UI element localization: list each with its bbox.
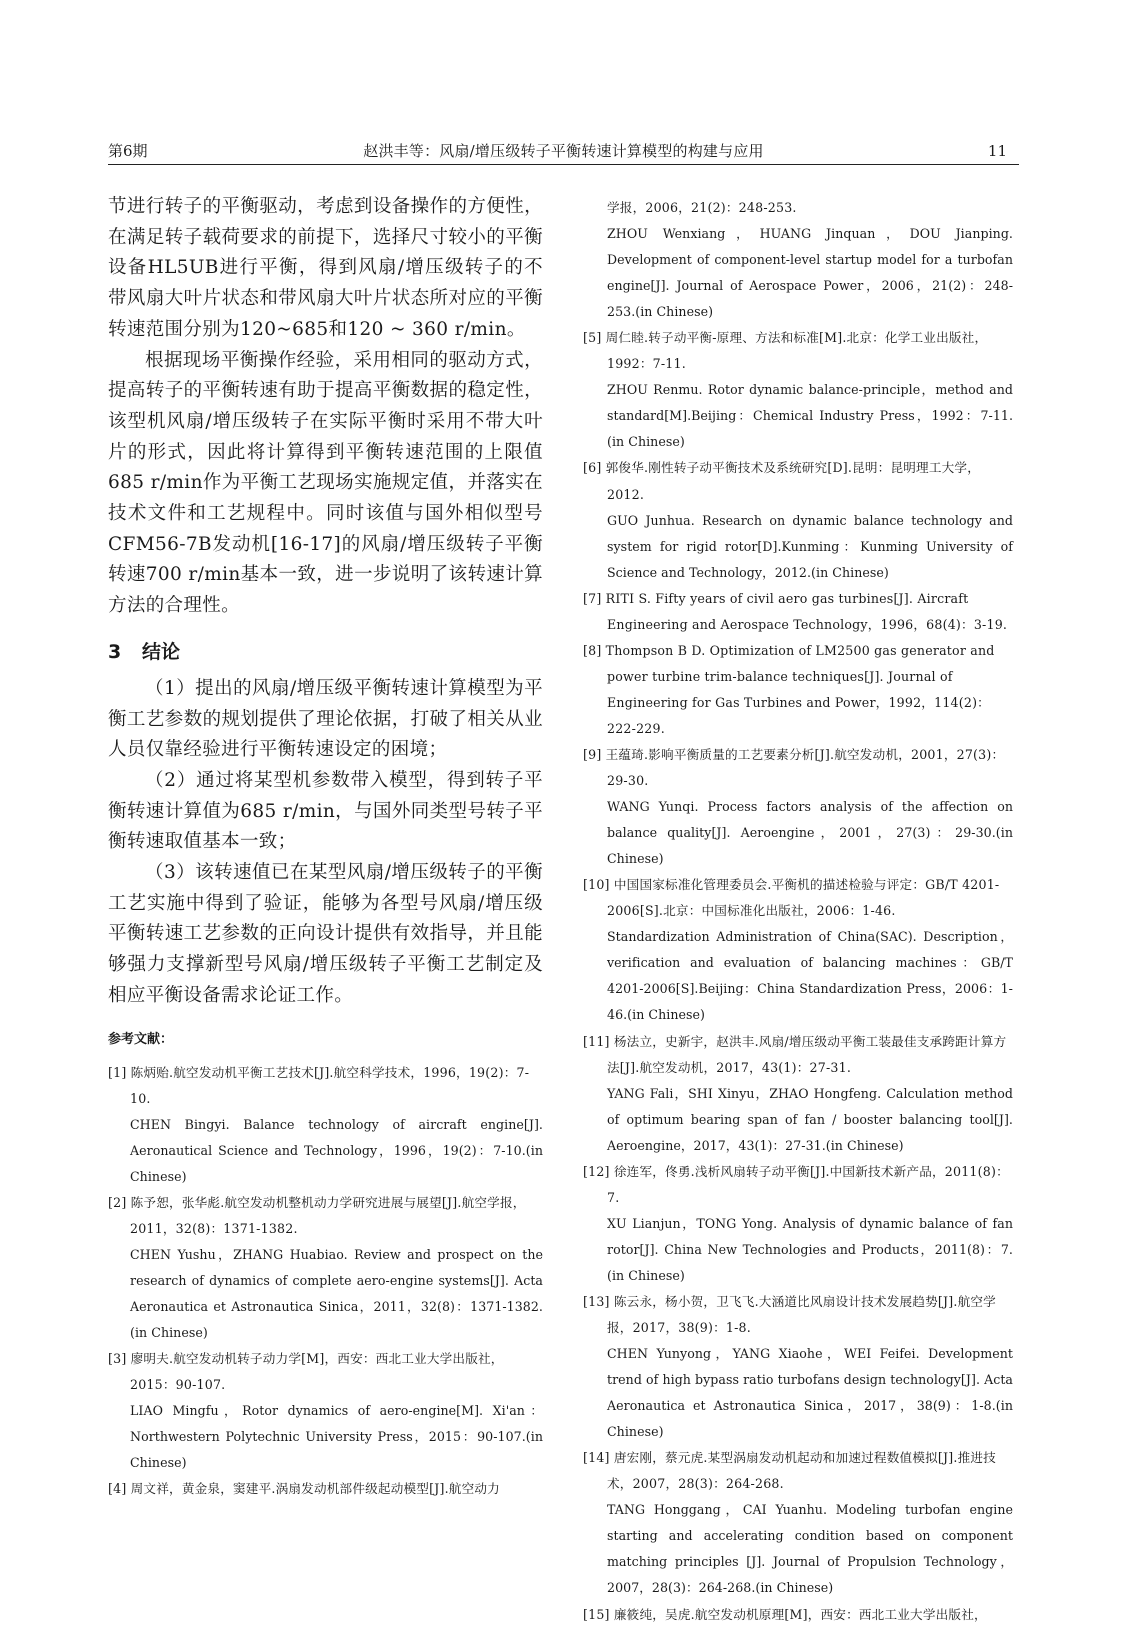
issue-number: 第6期 [108, 142, 148, 160]
reference-zh: [6] 郭俊华.刚性转子动平衡技术及系统研究[D].昆明：昆明理工大学，2012. [583, 460, 981, 502]
reference-entry [583, 586, 1013, 638]
reference-entry [583, 1602, 1013, 1628]
reference-en: WANG Yunqi. Process factors analysis of the affection on balance quality[J]. Aeroengine，2001，27(3)：29-30.(in Chinese) [607, 799, 1013, 867]
reference-zh: [13] 陈云永，杨小贺，卫飞飞.大涵道比风扇设计技术发展趋势[J].航空学报，2017，38(9)：1-8. [583, 1293, 996, 1336]
reference-zh: [7] RITI S. Fifty years of civil aero gas turbines[J]. Aircraft Engineering and Aerospace Technology，1996，68(4)：3-19. [583, 590, 1008, 632]
reference-entry [583, 872, 1013, 1028]
references-heading: 参考文献： [108, 1031, 174, 1047]
page-number: 11 [987, 142, 1007, 160]
section-number: 3 [108, 640, 122, 663]
conclusion-item: （1）提出的风扇/增压级平衡转速计算模型为平衡工艺参数的规划提供了理论依据，打破了相关从业人员仅靠经验进行平衡转速设定的困境； [108, 677, 543, 761]
reference-zh: [4] 周文祥，黄金泉，窦建平.涡扇发动机部件级起动模型[J].航空动力 [108, 1481, 500, 1497]
reference-zh: [10] 中国国家标准化管理委员会.平衡机的描述检验与评定：GB/T 4201-2006[S].北京：中国标准化出版社，2006：1-46. [583, 877, 1000, 919]
reference-en: CHEN Yunyong，YANG Xiaohe，WEI Feifei. Development trend of high bypass ratio turbofans design technology[J]. Acta Aeronautica et Astronautica Sinica，2017，38(9)：1-8.(in Chinese) [607, 1346, 1013, 1440]
right-column [583, 195, 1013, 1628]
reference-en: CHEN Bingyi. Balance technology of aircraft engine[J]. Aeronautical Science and Technology，1996，19(2)：7-10.(in Chinese) [130, 1116, 543, 1184]
reference-zh: [8] Thompson B D. Optimization of LM2500 gas generator and power turbine trim-balance techniques[J]. Journal of Engineering for Gas Turbines and Power，1992，114(2)：222-229. [583, 642, 995, 736]
reference-en: TANG Honggang，CAI Yuanhu. Modeling turbofan engine starting and accelerating condition based on component matching principles [J]. Journal of Propulsion Technology，2007，28(3)：264-268.(in Chinese) [607, 1502, 1013, 1596]
conclusion-item: （3）该转速值已在某型风扇/增压级转子的平衡工艺实施中得到了验证，能够为各型号风扇/增压级平衡转速工艺参数的正向设计提供有效指导，并且能够强力支撑新型号风扇/增压级转子平衡工艺制定及相应平衡设备需求论证工作。 [108, 862, 543, 1006]
reference-zh: [14] 唐宏刚，蔡元虎.某型涡扇发动机起动和加速过程数值模拟[J].推进技术，2007，28(3)：264-268. [583, 1450, 996, 1492]
page-header [108, 136, 1019, 165]
reference-en: LIAO Mingfu，Rotor dynamics of aero-engine[M]. Xi'an：Northwestern Polytechnic University Press，2015：90-107.(in Chinese) [130, 1403, 543, 1471]
reference-entry [583, 1289, 1013, 1445]
reference-entry [108, 1346, 543, 1476]
left-column [108, 192, 543, 1502]
reference-en: ZHOU Wenxiang，HUANG Jinquan，DOU Jianping. Development of component-level startup model for a turbofan engine[J]. Journal of Aerospace Power，2006，21(2)：248-253.(in Chinese) [607, 226, 1013, 320]
reference-entry [583, 1445, 1013, 1601]
reference-entry [108, 1060, 543, 1190]
conclusion-item: （2）通过将某型机参数带入模型，得到转子平衡转速计算值为685 r/min，与国外同类型号转子平衡转速取值基本一致； [108, 769, 543, 853]
reference-en: Standardization Administration of China(SAC). Description，verification and evaluation of balancing machines：GB/T 4201-2006[S].Beijing：China Standardization Press，2006：1-46.(in Chinese) [607, 929, 1013, 1023]
reference-zh: [9] 王蕴琦.影响平衡质量的工艺要素分析[J].航空发动机，2001，27(3)：29-30. [583, 746, 1005, 789]
reference-zh: 学报，2006，21(2)：248-253. [607, 200, 797, 215]
reference-zh: [5] 周仁睦.转子动平衡-原理、方法和标准[M].北京：化学工业出版社，1992：7-11. [583, 330, 988, 372]
reference-zh: [12] 徐连军，佟勇.浅析风扇转子动平衡[J].中国新技术新产品，2011(8)：7. [583, 1163, 1009, 1205]
reference-en: ZHOU Renmu. Rotor dynamic balance-principle，method and standard[M].Beijing：Chemical Industry Press，1992：7-11.(in Chinese) [607, 382, 1013, 450]
reference-en: YANG Fali，SHI Xinyu，ZHAO Hongfeng. Calculation method of optimum bearing span of fan / booster balancing tool[J]. Aeroengine，2017，43(1)：27-31.(in Chinese) [607, 1085, 1013, 1153]
running-title: 赵洪丰等：风扇/增压级转子平衡转速计算模型的构建与应用 [363, 142, 764, 160]
body-paragraph: 节进行转子的平衡驱动，考虑到设备操作的方便性，在满足转子载荷要求的前提下，选择尺寸较小的平衡设备HL5UB进行平衡，得到风扇/增压级转子的不带风扇大叶片状态和带风扇大叶片状态所对应的平衡转速范围分别为120~685和120 ~ 360 r/min。 [108, 196, 543, 340]
reference-entry [583, 1029, 1013, 1159]
reference-en: XU Lianjun，TONG Yong. Analysis of dynamic balance of fan rotor[J]. China New Technologies and Products，2011(8)：7.(in Chinese) [607, 1215, 1013, 1283]
reference-entry [583, 325, 1013, 455]
reference-entry-continued [583, 195, 1013, 325]
reference-zh: [2] 陈予恕，张华彪.航空发动机整机动力学研究进展与展望[J].航空学报，2011，32(8)：1371-1382. [108, 1194, 526, 1236]
reference-zh: [15] 廉筱纯，吴虎.航空发动机原理[M]，西安：西北工业大学出版社， [583, 1606, 987, 1622]
body-paragraph: 根据现场平衡操作经验，采用相同的驱动方式，提高转子的平衡转速有助于提高平衡数据的稳定性，该型机风扇/增压级转子在实际平衡时采用不带大叶片的形式，因此将计算得到平衡转速范围的上限值685 r/min作为平衡工艺现场实施规定值，并落实在技术文件和工艺规程中。同时该值与国外相似型号CFM56-7B发动机[16-17]的风扇/增压级转子平衡转速700 r/min基本一致，进一步说明了该转速计算方法的合理性。 [108, 349, 543, 617]
section-heading [108, 640, 543, 664]
reference-entry [583, 1159, 1013, 1289]
reference-en: CHEN Yushu，ZHANG Huabiao. Review and prospect on the research of dynamics of complete aero-engine systems[J]. Acta Aeronautica et Astronautica Sinica，2011，32(8)：1371-1382.(in Chinese) [130, 1246, 543, 1341]
reference-zh: [3] 廖明夫.航空发动机转子动力学[M]，西安：西北工业大学出版社，2015：90-107. [108, 1351, 504, 1393]
reference-entry [108, 1190, 543, 1346]
reference-zh: [11] 杨法立，史新宇，赵洪丰.风扇/增压级动平衡工装最佳支承跨距计算方法[J].航空发动机，2017，43(1)：27-31. [583, 1033, 1007, 1075]
reference-entry [583, 742, 1013, 872]
reference-zh: [1] 陈炳贻.航空发动机平衡工艺技术[J].航空科学技术，1996，19(2)：7-10. [108, 1064, 530, 1106]
reference-entry [583, 638, 1013, 742]
reference-entry [108, 1476, 543, 1502]
reference-entry [583, 455, 1013, 585]
reference-en: GUO Junhua. Research on dynamic balance technology and system for rigid rotor[D].Kunming：Kunming University of Science and Technology，2012.(in Chinese) [607, 512, 1013, 580]
section-title: 结论 [142, 640, 181, 663]
